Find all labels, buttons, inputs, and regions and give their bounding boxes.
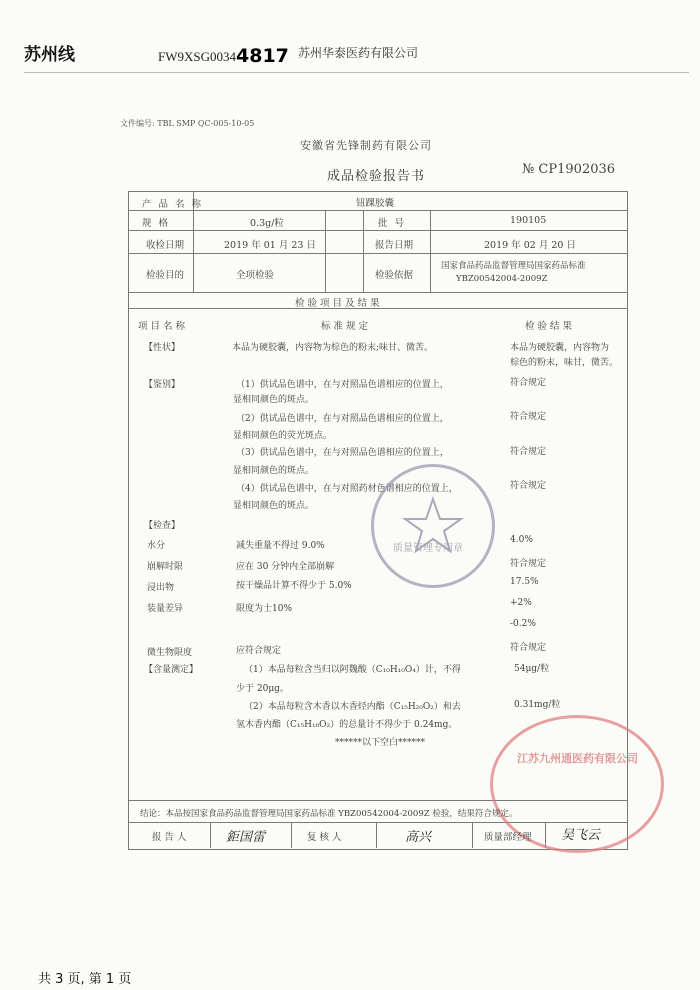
product-name-label: 产 品 名 称 [142, 199, 204, 210]
standard-identification-1b: 显相同颜色的斑点。 [233, 395, 315, 405]
result-microbial: 符合规定 [510, 643, 547, 653]
qa-manager-signature: 吴飞云 [561, 828, 601, 843]
spec-label: 规 格 [142, 218, 171, 229]
item-disintegration: 崩解时限 [147, 562, 184, 572]
document-code [158, 44, 289, 66]
table-col-rule [210, 822, 211, 848]
star-icon [374, 467, 492, 585]
standard-microbial: 应符合规定 [236, 646, 282, 656]
code-prefix: FW9XSG0034 [158, 49, 237, 64]
report-number: № CP1902036 [522, 162, 616, 177]
column-standard: 标 准 规 定 [321, 321, 369, 332]
batch-value: 190105 [510, 215, 547, 226]
standard-assay-2a: （2）本品每粒含木香以木香烃内酯（C₁₅H₂₀O₂）和去 [244, 702, 461, 712]
table-rule [128, 230, 627, 231]
report-title: 成品检验报告书 [327, 169, 426, 184]
standard-disintegration: 应在 30 分钟内全部崩解 [236, 562, 335, 572]
result-appearance-line1: 本品为硬胶囊，内容物为 [510, 343, 610, 353]
purpose-label: 检验目的 [146, 270, 185, 281]
product-name-value: 钮踝胶囊 [356, 198, 395, 209]
standard-extract: 按干燥品计算不得少于 5.0% [236, 581, 352, 591]
column-result: 检 验 结 果 [525, 321, 573, 332]
company-seal-text: 江苏九州通医药有限公司 [517, 752, 638, 765]
item-extract: 浸出物 [147, 583, 175, 593]
received-date-value: 2019 年 01 月 23 日 [224, 240, 316, 251]
results-section-title: 检 验 项 目 及 结 果 [295, 298, 380, 309]
reporter-signature: 鉅国雷 [226, 830, 266, 845]
result-appearance-line2: 棕色的粉末，味甘，微苦。 [510, 358, 619, 368]
table-rule [128, 210, 627, 211]
purpose-value: 全项检验 [236, 270, 275, 281]
item-microbial: 微生物限度 [147, 648, 193, 658]
standard-fill-variation: 限度为士10% [236, 604, 293, 614]
result-disintegration: 符合规定 [510, 559, 547, 569]
table-col-rule [363, 210, 364, 292]
header-divider [24, 72, 689, 73]
reporter-label: 报 告 人 [152, 832, 187, 843]
reviewer-label: 复 核 人 [307, 832, 342, 843]
standard-assay-1b: 少于 20μg。 [236, 684, 289, 694]
received-date-label: 收检日期 [146, 240, 185, 251]
report-date-value: 2019 年 02 月 20 日 [484, 240, 576, 251]
result-extract: 17.5% [510, 577, 539, 587]
item-moisture: 水分 [147, 541, 166, 551]
column-item-name: 项 目 名 称 [138, 321, 186, 332]
qa-manager-label: 质量部经理 [484, 832, 532, 843]
table-col-rule [325, 210, 326, 292]
basis-label: 检验依据 [375, 270, 414, 281]
standard-identification-4a: （4）供试品色谱中，在与对照药材色谱相应的位置上， [236, 484, 458, 494]
item-fill-variation: 装量差异 [147, 604, 184, 614]
header-company: 苏州华泰医药有限公司 [298, 46, 419, 60]
result-identification-1: 符合规定 [510, 378, 547, 388]
blank-marker: ******以下空白****** [335, 738, 426, 748]
reviewer-signature: 高兴 [405, 830, 432, 845]
table-rule [128, 253, 627, 254]
manufacturer-name: 安徽省先锋制药有限公司 [300, 139, 432, 152]
result-identification-3: 符合规定 [510, 447, 547, 457]
item-assay: 【含量测定】 [144, 665, 199, 675]
result-assay-2: 0.31mg/粒 [514, 700, 561, 710]
standard-identification-2b: 显相同颜色的荧光斑点。 [233, 431, 333, 441]
table-rule [128, 292, 627, 293]
standard-identification-4b: 显相同颜色的斑点。 [233, 501, 315, 511]
file-number: 文件编号: TBL SMP QC-005-10-05 [120, 119, 255, 128]
standard-assay-1a: （1）本品每粒含当归以阿魏酸（C₁₀H₁₀O₄）计，不得 [244, 665, 461, 675]
table-col-rule [430, 210, 431, 292]
table-col-rule [376, 822, 377, 848]
qa-seal-text: 质量管理专用章 [393, 543, 463, 554]
item-identification: 【鉴别】 [144, 380, 181, 390]
standard-identification-3b: 显相同颜色的斑点。 [233, 466, 315, 476]
result-identification-2: 符合规定 [510, 412, 547, 422]
table-col-rule [291, 822, 292, 848]
result-fill-variation-2: -0.2% [510, 619, 536, 629]
standard-identification-3a: （3）供试品色谱中，在与对照品色谱相应的位置上， [236, 448, 449, 458]
item-appearance: 【性状】 [144, 343, 181, 353]
result-assay-1: 54μg/粒 [514, 664, 550, 674]
page-indicator: 共 3 页, 第 1 页 [38, 972, 132, 987]
line-name: 苏州线 [24, 45, 75, 65]
result-fill-variation-1: +2% [510, 598, 532, 608]
item-inspection: 【检查】 [144, 521, 181, 531]
report-date-label: 报告日期 [375, 240, 414, 251]
basis-value-line2: YBZ00542004-2009Z [456, 274, 548, 284]
standard-identification-1a: （1）供试品色谱中，在与对照品色谱相应的位置上， [236, 380, 449, 390]
standard-appearance: 本品为硬胶囊，内容物为棕色的粉末;味甘、微苦。 [232, 343, 434, 353]
qa-seal [371, 464, 495, 588]
standard-moisture: 减失重量不得过 9.0% [236, 541, 325, 551]
basis-value-line1: 国家食品药品监督管理局国家药品标准 [441, 261, 586, 271]
result-moisture: 4.0% [510, 535, 533, 545]
conclusion-text: 结论：本品按国家食品药品监督管理局国家药品标准 YBZ00542004-2009Z 检验，结果符合规定。 [140, 809, 518, 819]
result-identification-4: 符合规定 [510, 481, 547, 491]
code-number: 4817 [236, 45, 289, 67]
standard-assay-2b: 氢木香内酯（C₁₅H₁₈O₂）的总量计不得少于 0.24mg。 [236, 720, 458, 730]
batch-label: 批 号 [378, 218, 407, 229]
table-col-rule [472, 822, 473, 848]
standard-identification-2a: （2）供试品色谱中，在与对照品色谱相应的位置上， [236, 414, 449, 424]
spec-value: 0.3g/粒 [250, 218, 284, 229]
